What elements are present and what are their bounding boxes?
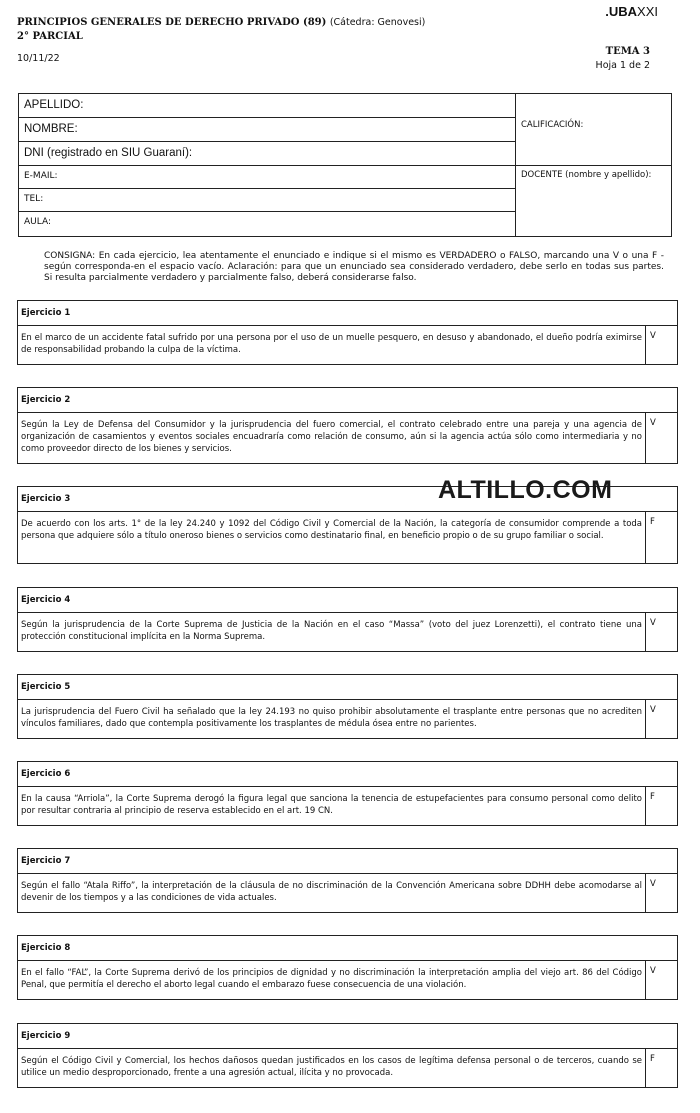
exercise-body (18, 613, 677, 651)
exercise-4 (17, 587, 678, 652)
exercise-body (18, 874, 677, 912)
exercise-title: Ejercicio 5 (18, 675, 677, 700)
answer-cell[interactable]: F (650, 517, 655, 527)
apellido-field[interactable]: APELLIDO: (19, 94, 515, 118)
exercise-5 (17, 674, 678, 739)
exercise-title: Ejercicio 1 (18, 301, 677, 326)
exercise-9 (17, 1023, 678, 1088)
exercise-statement: En el fallo “FAL”, la Corte Suprema derivó de los principios de dignidad y no discriminación la interpretación amplia del viejo art. 86 del Código Penal, que permitía el derecho el aborto legal cuando el embarazo fuese consecuencia de una violación. (18, 961, 646, 999)
calificacion-cell (516, 94, 671, 166)
dni-field[interactable]: DNI (registrado en SIU Guaraní): (19, 142, 515, 166)
altillo-watermark: ALTILLO.COM (438, 476, 613, 504)
answer-cell[interactable]: V (650, 879, 656, 889)
logo-bold-text: .UBA (605, 4, 638, 19)
exercise-1 (17, 300, 678, 365)
exercise-2 (17, 387, 678, 464)
exercise-body (18, 1049, 677, 1087)
tema-label: TEMA 3 (605, 46, 650, 57)
exercise-body (18, 961, 677, 999)
page-count: Hoja 1 de 2 (595, 60, 650, 71)
course-title (17, 17, 425, 28)
logo-light-text: XXI (637, 4, 658, 19)
uba-xxi-logo (605, 4, 658, 19)
exercise-title: Ejercicio 7 (18, 849, 677, 874)
exercise-statement: Según el fallo “Atala Riffo”, la interpretación de la cláusula de no discriminación de la Convención Americana sobre DDHH debe acomodarse al devenir de los tiempos y a las condiciones de vida actuales. (18, 874, 646, 912)
exercise-statement: De acuerdo con los arts. 1° de la ley 24.240 y 1092 del Código Civil y Comercial de la Nación, la categoría de consumidor comprende a toda persona que adquiere sólo a título oneroso bienes o servicios como destinatario final, en beneficio propio o de su grupo familiar o social. (18, 512, 646, 563)
exercise-statement: Según la jurisprudencia de la Corte Suprema de Justicia de la Nación en el caso “Massa” (voto del juez Lorenzetti), el contrato tiene una protección constitucional implícita en la Norma Suprema. (18, 613, 646, 651)
student-fields (19, 94, 516, 236)
course-name: PRINCIPIOS GENERALES DE DERECHO PRIVADO (89) (17, 17, 327, 28)
exercise-title: Ejercicio 4 (18, 588, 677, 613)
exam-date: 10/11/22 (17, 53, 60, 64)
exercise-7 (17, 848, 678, 913)
nombre-field[interactable]: NOMBRE: (19, 118, 515, 142)
answer-cell[interactable]: V (650, 705, 656, 715)
exercise-6 (17, 761, 678, 826)
exercise-body (18, 413, 677, 463)
exercise-statement: La jurisprudencia del Fuero Civil ha señalado que la ley 24.193 no quiso prohibir absolutamente el trasplante entre personas que no acrediten vínculos familiares, dado que contempla positivamente los trasplantes de médula ósea entre no parientes. (18, 700, 646, 738)
answer-cell[interactable]: F (650, 792, 655, 802)
exercise-body (18, 512, 677, 563)
exercise-8 (17, 935, 678, 1000)
catedra: (Cátedra: Genovesi) (329, 17, 426, 28)
exam-name: 2° PARCIAL (17, 31, 83, 42)
exercise-title: Ejercicio 6 (18, 762, 677, 787)
exercise-body (18, 787, 677, 825)
tel-field[interactable]: TEL: (19, 189, 515, 212)
exercise-title: Ejercicio 8 (18, 936, 677, 961)
answer-cell[interactable]: V (650, 618, 656, 628)
exercise-title: Ejercicio 9 (18, 1024, 677, 1049)
docente-label: DOCENTE (nombre y apellido): (521, 170, 652, 180)
exercise-statement: Según el Código Civil y Comercial, los hechos dañosos quedan justificados en los casos de legítima defensa personal o de terceros, cuando se utilice un medio desproporcionado, frente a una agresión actual, ilícita y no provocada. (18, 1049, 646, 1087)
answer-cell[interactable]: V (650, 418, 656, 428)
answer-cell[interactable]: F (650, 1054, 655, 1064)
docente-cell (516, 166, 671, 236)
exercise-body (18, 700, 677, 738)
student-info-box (18, 93, 672, 237)
answer-cell[interactable]: V (650, 966, 656, 976)
exercise-body (18, 326, 677, 364)
exercise-title: Ejercicio 2 (18, 388, 677, 413)
exercise-title: Ejercicio 3 (18, 487, 677, 512)
instructions: CONSIGNA: En cada ejercicio, lea atentamente el enunciado e indique si el mismo es VERDADERO o FALSO, marcando una V o una F -según corresponda-en el espacio vacío. Aclaración: para que un enunciado sea considerado verdadero, debe serlo en todas sus partes. Si resulta parcialmente verdadero y parcialmente falso, deberá considerarse falso. (44, 251, 664, 283)
exercise-statement: En el marco de un accidente fatal sufrido por una persona por el uso de un muelle pesquero, en desuso y abandonado, el dueño podría eximirse de responsabilidad probando la culpa de la víctima. (18, 326, 646, 364)
email-field[interactable]: E-MAIL: (19, 166, 515, 189)
exercise-statement: En la causa “Arriola”, la Corte Suprema derogó la figura legal que sanciona la tenencia de estupefacientes para consumo personal como delito por resultar contraria al principio de reserva establecido en el art. 19 CN. (18, 787, 646, 825)
answer-cell[interactable]: V (650, 331, 656, 341)
aula-field[interactable]: AULA: (24, 217, 51, 227)
exercise-statement: Según la Ley de Defensa del Consumidor y la jurisprudencia del fuero comercial, el contrato celebrado entre una pareja y una agencia de organización de casamientos y eventos sociales encuadraría como relación de consumo, aún si la agencia actúa sólo como intermediaria y no como proveedor directo de los bienes y servicios. (18, 413, 646, 463)
calificacion-label: CALIFICACIÓN: (521, 120, 584, 130)
